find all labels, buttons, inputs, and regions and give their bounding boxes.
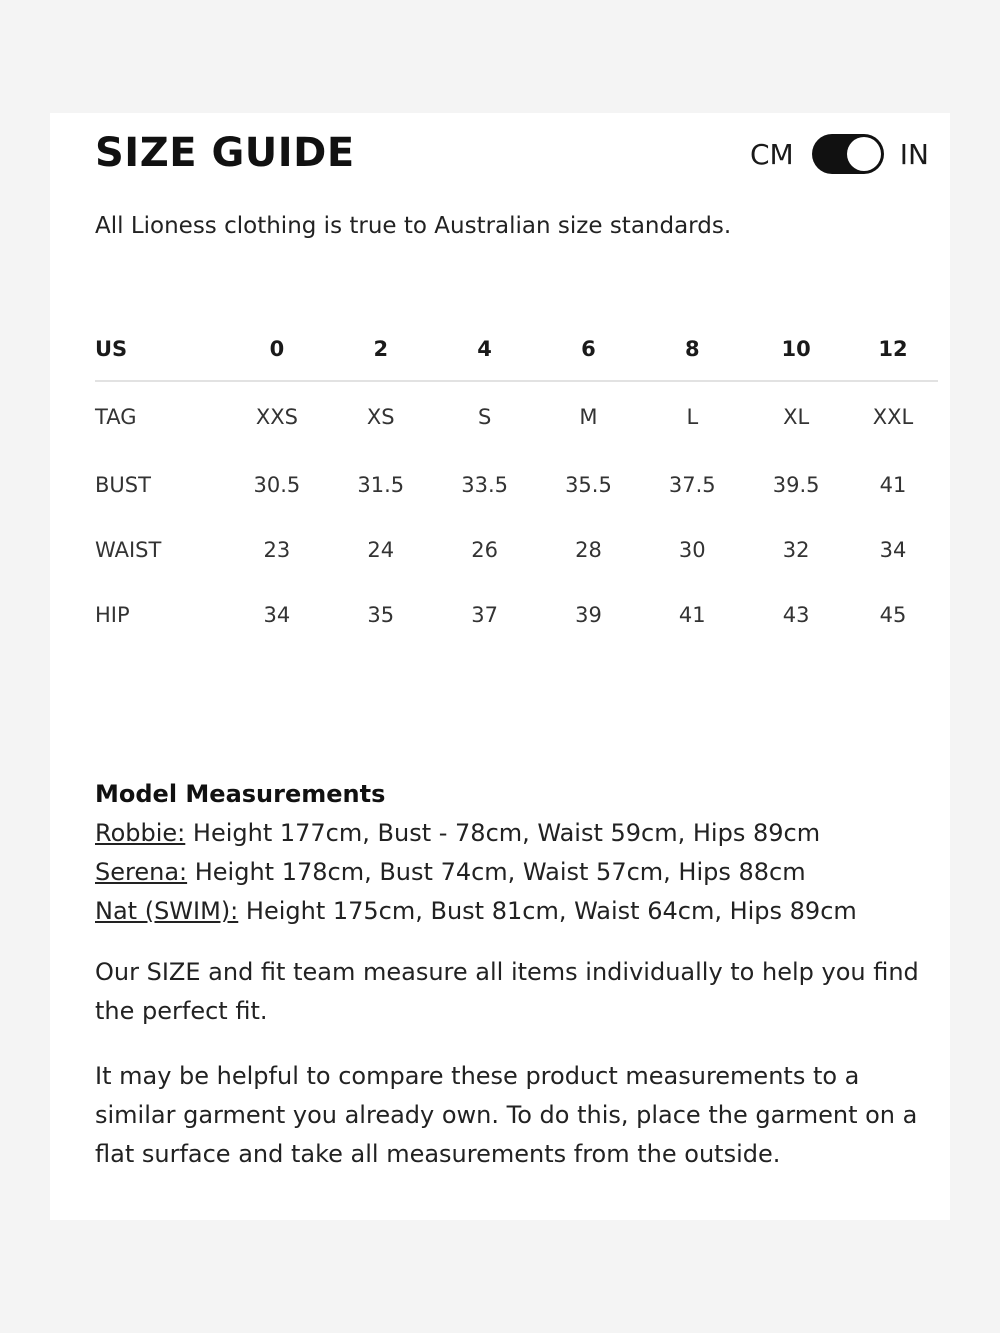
model-measurements-heading: Model Measurements xyxy=(95,780,386,808)
row-label: WAIST xyxy=(95,537,162,562)
table-row xyxy=(95,381,938,452)
unit-toggle xyxy=(750,133,929,175)
table-cell: 32 xyxy=(782,537,810,562)
table-row xyxy=(95,452,938,517)
header-cell: US xyxy=(95,318,225,381)
model-line xyxy=(95,892,925,931)
model-measurements xyxy=(95,775,925,931)
table-cell: 41 xyxy=(879,472,907,497)
table-row xyxy=(95,517,938,582)
table-cell: 35.5 xyxy=(565,472,612,497)
model-details: Height 177cm, Bust - 78cm, Waist 59cm, Hips 89cm xyxy=(185,819,821,847)
table-cell: 24 xyxy=(367,537,395,562)
table-header-row xyxy=(95,318,938,381)
table-cell: M xyxy=(579,405,598,429)
table-cell: 34 xyxy=(879,537,907,562)
table-row xyxy=(95,582,938,647)
table-cell: 26 xyxy=(471,537,498,562)
table-cell: 28 xyxy=(575,537,602,562)
header-cell: 6 xyxy=(537,318,641,381)
table-cell: 30 xyxy=(678,537,706,562)
table-cell: 39 xyxy=(575,602,602,627)
table-cell: 43 xyxy=(782,602,810,627)
model-line xyxy=(95,853,925,892)
table-cell: 37.5 xyxy=(668,472,716,497)
header-cell: 4 xyxy=(433,318,537,381)
table-cell: 31.5 xyxy=(357,472,405,497)
page-title: SIZE GUIDE xyxy=(95,130,355,176)
model-name: Nat (SWIM): xyxy=(95,897,239,925)
intro-text: All Lioness clothing is true to Australian size standards. xyxy=(95,213,732,239)
size-table xyxy=(95,318,938,647)
unit-label-in: IN xyxy=(899,137,929,171)
table-cell: 34 xyxy=(263,602,291,627)
size-guide-card xyxy=(50,113,950,1220)
table-cell: 35 xyxy=(367,602,395,627)
model-name: Robbie: xyxy=(95,819,186,847)
model-name: Serena: xyxy=(95,858,188,886)
table-cell: 39.5 xyxy=(772,472,820,497)
table-cell: 30.5 xyxy=(253,472,301,497)
row-label: HIP xyxy=(95,602,130,627)
unit-label-cm: CM xyxy=(750,137,794,171)
header-cell: 10 xyxy=(744,318,848,381)
model-line xyxy=(95,814,925,853)
unit-switch[interactable] xyxy=(812,134,884,174)
table-cell: 37 xyxy=(471,602,498,627)
table-cell: 33.5 xyxy=(461,472,508,497)
header-cell: 0 xyxy=(225,318,329,381)
switch-knob xyxy=(847,137,881,171)
header-cell: 2 xyxy=(329,318,433,381)
table-cell: L xyxy=(686,405,699,429)
model-details: Height 175cm, Bust 81cm, Waist 64cm, Hips 89cm xyxy=(238,897,857,925)
model-details: Height 178cm, Bust 74cm, Waist 57cm, Hips 88cm xyxy=(187,858,806,886)
table-cell: XXL xyxy=(872,405,914,429)
table-cell: 23 xyxy=(263,537,291,562)
table-cell: 45 xyxy=(879,602,907,627)
row-label: TAG xyxy=(95,405,137,429)
table-cell: 41 xyxy=(678,602,706,627)
row-label: BUST xyxy=(95,472,151,497)
fit-team-paragraph: Our SIZE and fit team measure all items individually to help you find the perfect fit. xyxy=(95,958,919,1025)
header-cell: 12 xyxy=(848,318,938,381)
table-cell: XXS xyxy=(255,405,298,429)
table-cell: S xyxy=(477,405,492,429)
table-cell: XL xyxy=(783,405,810,429)
header-cell: 8 xyxy=(640,318,744,381)
compare-paragraph: It may be helpful to compare these product measurements to a similar garment you already own. To do this, place the garment on a flat surface and take all measurements from the outside. xyxy=(95,1062,918,1168)
table-cell: XS xyxy=(366,405,395,429)
